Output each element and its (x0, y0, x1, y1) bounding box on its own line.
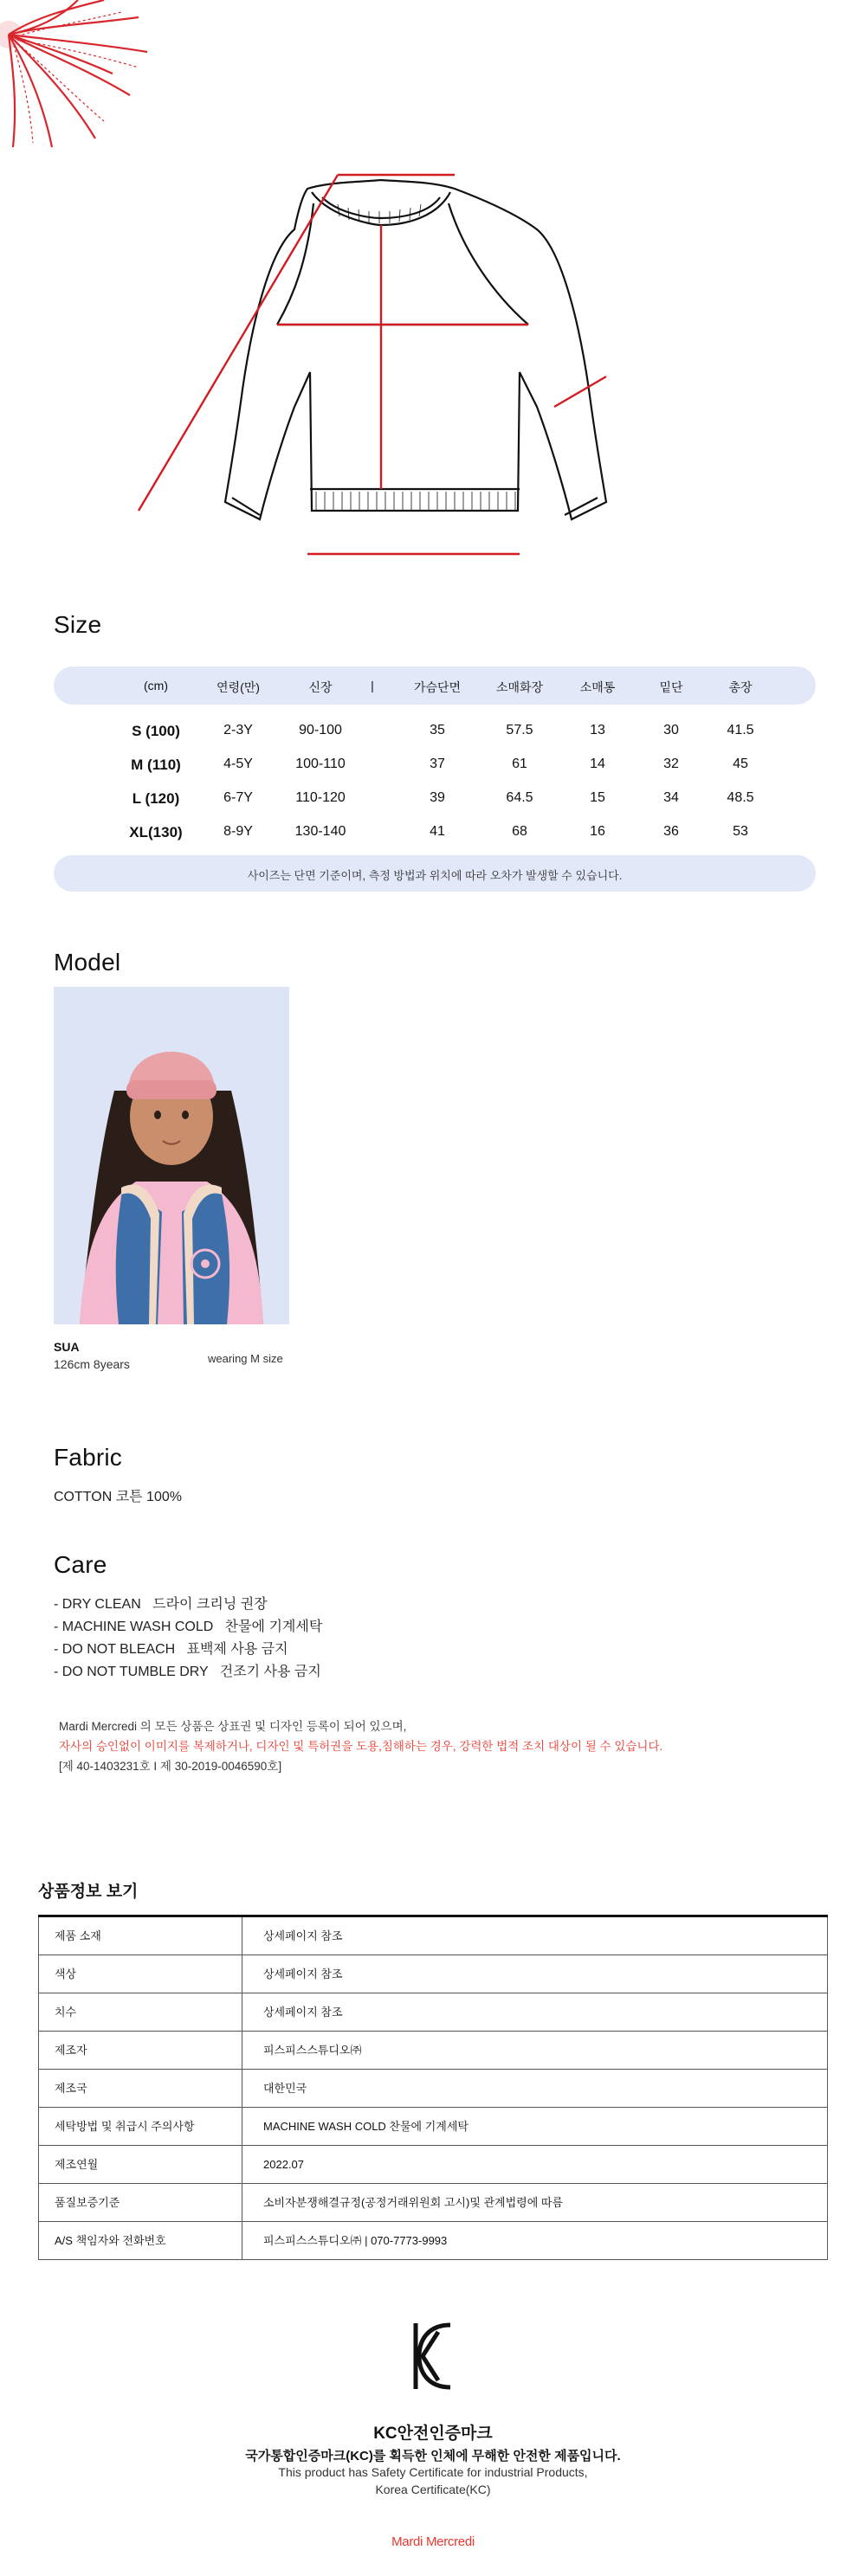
size-cell: 64.5 (506, 790, 533, 805)
size-cell: 39 (430, 790, 445, 805)
info-value: MACHINE WASH COLD 찬물에 기계세탁 (242, 2108, 828, 2145)
size-cell: 110-120 (295, 790, 346, 805)
info-value: 소비자분쟁해결규정(공정거래위원회 고시)및 관계법령에 따름 (242, 2184, 828, 2221)
copyright-line-2: 자사의 승인없이 이미지를 복제하거나, 디자인 및 특허권을 도용,침해하는 경우, 강력한 법적 조치 대상이 될 수 있습니다. (59, 1740, 663, 1753)
size-cell: 100-110 (295, 757, 346, 771)
kc-title: KC안전인증마크 (373, 2425, 493, 2443)
size-cell: 53 (733, 824, 748, 839)
size-cell: 13 (590, 723, 605, 737)
size-cell: XL(130) (129, 824, 183, 840)
product-info-table (38, 1915, 828, 2260)
table-row (38, 2184, 828, 2222)
size-cell: 45 (733, 757, 748, 771)
size-cell: 61 (512, 757, 527, 771)
info-value: 대한민국 (242, 2070, 828, 2107)
size-cell: 16 (590, 824, 605, 839)
copyright-line-1: Mardi Mercredi 의 모든 상품은 상표권 및 디자인 등록이 되어 있으며, (59, 1720, 407, 1733)
model-wearing: wearing M size (208, 1352, 283, 1365)
table-row (38, 2222, 828, 2260)
size-header-divider: | (371, 679, 374, 692)
size-cell: 37 (430, 757, 445, 771)
table-row (38, 1917, 828, 1955)
info-key: 제품 소재 (38, 1917, 242, 1955)
size-cell: 8-9Y (223, 824, 253, 839)
info-value: 2022.07 (242, 2146, 828, 2183)
kc-line-2: This product has Safety Certificate for industrial Products, (278, 2465, 588, 2479)
info-key: 치수 (38, 1993, 242, 2031)
table-row (38, 1955, 828, 1993)
care-line: - DRY CLEAN 드라이 크리닝 권장 (54, 1597, 268, 1612)
size-cell: 32 (663, 757, 679, 771)
table-row (38, 1993, 828, 2032)
size-cell: 36 (663, 824, 679, 839)
size-cell: 90-100 (299, 723, 342, 737)
kc-mark-icon (409, 2320, 457, 2392)
model-name: SUA (54, 1340, 80, 1354)
info-value: 피스피스스튜디오㈜ | 070-7773-9993 (242, 2222, 828, 2259)
model-photo (54, 987, 289, 1324)
size-cell: L (120) (132, 790, 180, 807)
size-header-chest: 가슴단면 (413, 680, 462, 694)
garment-sketch (121, 156, 710, 571)
care-line: - DO NOT BLEACH 표백제 사용 금지 (54, 1642, 288, 1657)
size-header-sleeve-width: 소매통 (579, 680, 616, 694)
size-cell: 41.5 (727, 723, 754, 737)
size-header-height: 신장 (308, 680, 333, 694)
size-cell: 35 (430, 723, 445, 737)
size-header-length: 총장 (728, 680, 753, 694)
care-line: - DO NOT TUMBLE DRY 건조기 사용 금지 (54, 1665, 321, 1679)
info-key: 세탁방법 및 취급시 주의사항 (38, 2108, 242, 2145)
care-line: - MACHINE WASH COLD 찬물에 기계세탁 (54, 1620, 323, 1634)
size-note: 사이즈는 단면 기준이며, 측정 방법과 위치에 따라 오차가 발생할 수 있습니다. (247, 869, 623, 882)
size-cell: 34 (663, 790, 679, 805)
size-cell: 130-140 (294, 824, 346, 839)
info-value: 상세페이지 참조 (242, 1955, 828, 1993)
product-info-title: 상품정보 보기 (38, 1883, 139, 1901)
info-key: 품질보증기준 (38, 2184, 242, 2221)
size-cell: 68 (512, 824, 527, 839)
info-key: 제조자 (38, 2032, 242, 2069)
kc-mark-text: KC (433, 2392, 435, 2393)
size-cell: 41 (430, 824, 445, 839)
info-key: A/S 책임자와 전화번호 (38, 2222, 242, 2259)
size-cell: 4-5Y (223, 757, 253, 771)
info-key: 제조국 (38, 2070, 242, 2107)
size-cell: 15 (590, 790, 605, 805)
info-value: 상세페이지 참조 (242, 1917, 828, 1955)
flower-illustration (0, 0, 156, 156)
fabric-text: COTTON 코튼 100% (54, 1490, 182, 1504)
size-header-age: 연령(만) (216, 680, 260, 694)
care-title: Care (54, 1551, 107, 1578)
size-cell: M (110) (131, 757, 181, 773)
size-header-hem: 밑단 (659, 680, 683, 694)
kc-line-1: 국가통합인증마크(KC)를 획득한 인체에 무해한 안전한 제품입니다. (245, 2449, 621, 2463)
size-header-cm: (cm) (144, 679, 168, 692)
model-stats: 126cm 8years (54, 1357, 130, 1371)
info-value: 피스피스스튜디오㈜ (242, 2032, 828, 2069)
size-cell: 2-3Y (223, 723, 253, 737)
info-key: 제조연월 (38, 2146, 242, 2183)
info-key: 색상 (38, 1955, 242, 1993)
table-row (38, 2146, 828, 2184)
model-illustration (54, 987, 289, 1324)
size-cell: 14 (590, 757, 605, 771)
info-value: 상세페이지 참조 (242, 1993, 828, 2031)
model-title: Model (54, 949, 121, 976)
fabric-title: Fabric (54, 1444, 122, 1471)
size-cell: 6-7Y (223, 790, 253, 805)
table-row (38, 2032, 828, 2070)
kc-line-3: Korea Certificate(KC) (375, 2483, 491, 2496)
size-cell: 57.5 (506, 723, 533, 737)
copyright-line-3: [제 40-1403231호 I 제 30-2019-0046590호] (59, 1760, 282, 1773)
size-cell: 48.5 (727, 790, 754, 805)
table-row (38, 2108, 828, 2146)
size-header-sleeve: 소매화장 (495, 680, 544, 694)
table-row (38, 2070, 828, 2108)
brand-footer: Mardi Mercredi (391, 2534, 475, 2549)
size-cell: S (100) (132, 723, 180, 739)
size-title: Size (54, 611, 102, 638)
size-cell: 30 (663, 723, 679, 737)
